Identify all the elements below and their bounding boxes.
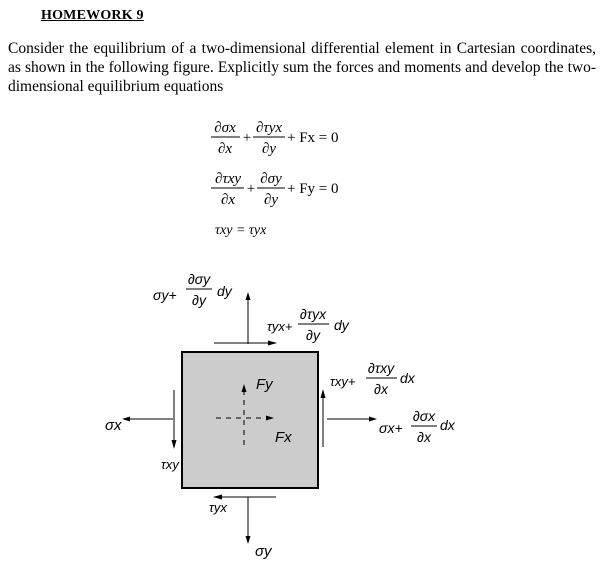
top-shear-arrowhead: [268, 341, 277, 346]
top-normal-stress-prefix: σy+: [153, 287, 177, 303]
bottom-shear-label: τyx: [209, 500, 227, 515]
eq2-term2-denominator: ∂y: [263, 192, 279, 208]
bottom-normal-stress-arrowhead: [246, 536, 251, 544]
right-normal-stress-numerator: ∂σx: [412, 408, 436, 424]
eq2-remainder: + Fy = 0: [287, 181, 339, 197]
top-shear-suffix: dy: [334, 317, 349, 333]
eq1-term2-denominator: ∂y: [261, 141, 277, 157]
homework-title: HOMEWORK 9: [41, 8, 144, 23]
body-force-y-label: Fy: [256, 376, 273, 393]
eq2-term2-numerator: ∂σy: [260, 171, 282, 187]
right-normal-stress-prefix: σx+: [379, 420, 403, 436]
right-normal-stress-denominator: ∂x: [417, 429, 431, 445]
right-shear-suffix: dx: [400, 370, 415, 386]
right-shear-arrowhead: [321, 389, 326, 398]
top-shear-prefix: τyx+: [267, 319, 293, 334]
eq2-term1-numerator: ∂τxy: [214, 171, 242, 187]
left-normal-stress-label: σx: [105, 417, 122, 434]
right-shear-numerator: ∂τxy: [367, 360, 395, 376]
differential-element-box: [182, 352, 318, 488]
differential-element-figure: [105, 271, 456, 560]
top-normal-stress-suffix: dy: [217, 283, 232, 299]
eq1-remainder: + Fx = 0: [287, 130, 339, 146]
right-normal-stress-suffix: dx: [440, 417, 455, 433]
top-normal-stress-arrowhead: [246, 292, 251, 300]
top-normal-stress-numerator: ∂σy: [187, 271, 211, 287]
equation-1: [211, 120, 339, 157]
bottom-shear-arrowhead: [213, 495, 222, 500]
right-shear-denominator: ∂x: [374, 381, 388, 397]
eq1-term1-numerator: ∂σx: [214, 120, 236, 136]
left-shear-arrowhead: [172, 440, 177, 449]
eq1-term2-numerator: ∂τyx: [255, 120, 283, 136]
eq2-term1-denominator: ∂x: [220, 192, 236, 208]
eq1-term1-denominator: ∂x: [217, 141, 233, 157]
equation-2: [211, 171, 339, 208]
top-shear-denominator: ∂y: [306, 327, 320, 343]
equation-3: τxy = τyx: [215, 223, 267, 238]
left-shear-label: τxy: [161, 457, 179, 472]
right-normal-stress-arrowhead: [369, 417, 377, 422]
top-shear-numerator: ∂τyx: [299, 306, 327, 322]
eq2-plus: +: [246, 181, 256, 197]
body-force-x-label: Fx: [275, 429, 292, 446]
problem-statement: Consider the equilibrium of a two-dimensional differential element in Cartesian coordinates, as shown in the following figure. Explicitly sum the forces and moments and develop the two-dimensional equilibrium equations: [8, 40, 596, 95]
right-shear-prefix: τxy+: [330, 374, 356, 389]
left-normal-stress-arrowhead: [122, 417, 130, 422]
eq1-plus: +: [242, 130, 252, 146]
bottom-normal-stress-label: σy: [255, 543, 272, 560]
top-normal-stress-denominator: ∂y: [192, 292, 206, 308]
